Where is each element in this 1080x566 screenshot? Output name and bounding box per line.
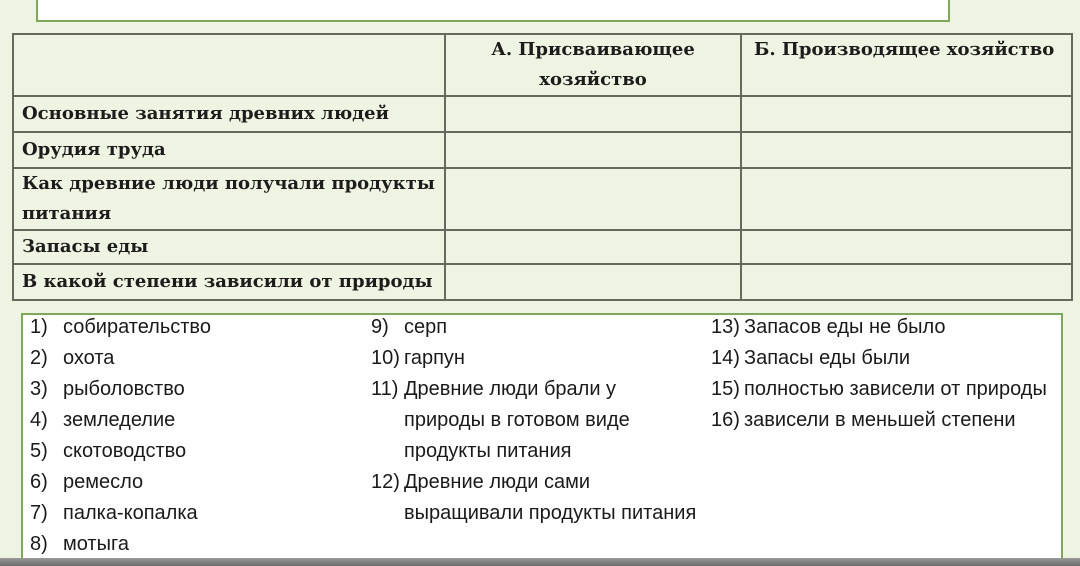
option-number: 10): [371, 347, 400, 369]
list-item: [371, 343, 701, 374]
answer-cell-b5: [741, 264, 1072, 300]
option-number: 3): [30, 378, 48, 400]
comparison-table: [12, 33, 1073, 301]
options-column-2: [371, 313, 701, 529]
option-number: 7): [30, 502, 48, 524]
table-row: [13, 230, 1072, 264]
answer-cell-a4: [445, 230, 741, 264]
option-number: 16): [711, 409, 740, 431]
row-label-food: Как древние люди получали продукты питания: [13, 168, 445, 230]
options-column-1: [30, 313, 360, 560]
option-text: зависели в меньшей степени: [744, 409, 1016, 431]
option-text: Древние люди сами выращивали продукты питания: [404, 471, 697, 524]
header-col-a: А. Присваивающее хозяйство: [445, 34, 741, 96]
list-item: [371, 467, 701, 529]
option-number: 14): [711, 347, 740, 369]
answer-cell-a1: [445, 96, 741, 132]
option-number: 11): [371, 378, 399, 400]
row-label-tools: Орудия труда: [13, 132, 445, 168]
list-item: [711, 343, 1051, 374]
option-text: Запасов еды не было: [744, 316, 946, 338]
option-number: 4): [30, 409, 48, 431]
option-text: Древние люди брали у природы в готовом виде продукты питания: [404, 378, 630, 462]
list-item: [30, 374, 360, 405]
list-item: [30, 436, 360, 467]
options-column-3: [711, 313, 1051, 436]
option-text: полностью зависели от природы: [744, 378, 1047, 400]
table-row: [13, 132, 1072, 168]
list-item: [30, 529, 360, 560]
option-text: мотыга: [63, 533, 129, 555]
answer-cell-a5: [445, 264, 741, 300]
answer-options-box: [21, 313, 1063, 560]
table-row: [13, 96, 1072, 132]
option-text: скотоводство: [63, 440, 187, 462]
option-number: 8): [30, 533, 48, 555]
list-item: [30, 343, 360, 374]
title-box-cropped: [36, 0, 950, 22]
option-text: земледелие: [63, 409, 176, 431]
option-number: 15): [711, 378, 740, 400]
row-label-food-stock: Запасы еды: [13, 230, 445, 264]
option-text: рыболовство: [63, 378, 185, 400]
option-number: 12): [371, 471, 400, 493]
table-header-row: [13, 34, 1072, 96]
option-text: собирательство: [63, 316, 211, 338]
list-item: [30, 498, 360, 529]
table-row: [13, 264, 1072, 300]
answer-cell-b4: [741, 230, 1072, 264]
option-number: 13): [711, 316, 740, 338]
option-text: палка-копалка: [63, 502, 198, 524]
option-text: серп: [404, 316, 448, 338]
option-number: 9): [371, 316, 389, 338]
option-number: 2): [30, 347, 48, 369]
option-text: ремесло: [63, 471, 144, 493]
option-number: 1): [30, 316, 48, 338]
option-number: 5): [30, 440, 48, 462]
list-item: [711, 374, 1051, 405]
option-text: охота: [63, 347, 115, 369]
list-item: [30, 313, 360, 343]
list-item: [30, 467, 360, 498]
answer-cell-b1: [741, 96, 1072, 132]
option-text: Запасы еды были: [744, 347, 911, 369]
bottom-edge-band: [0, 558, 1080, 566]
list-item: [711, 313, 1051, 343]
answer-cell-a3: [445, 168, 741, 230]
list-item: [711, 405, 1051, 436]
list-item: [371, 374, 701, 467]
option-number: 6): [30, 471, 48, 493]
list-item: [30, 405, 360, 436]
answer-cell-b2: [741, 132, 1072, 168]
option-text: гарпун: [404, 347, 465, 369]
row-label-nature-dependence: В какой степени зависили от природы: [13, 264, 445, 300]
header-empty-cell: [13, 34, 445, 96]
header-col-b: Б. Производящее хозяйство: [741, 34, 1072, 96]
table-row: [13, 168, 1072, 230]
row-label-occupations: Основные занятия древних людей: [13, 96, 445, 132]
answer-cell-a2: [445, 132, 741, 168]
list-item: [371, 313, 701, 343]
answer-cell-b3: [741, 168, 1072, 230]
